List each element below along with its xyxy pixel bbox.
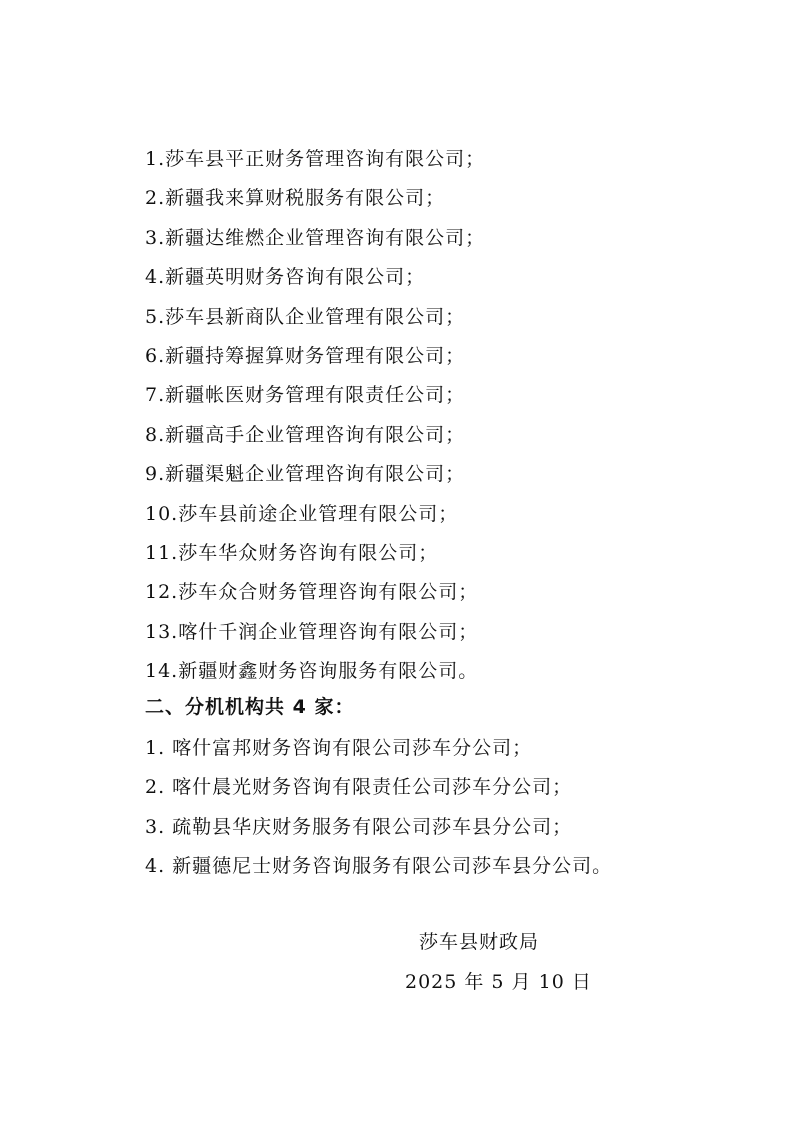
list-item: 3.新疆达维燃企业管理咨询有限公司； — [145, 226, 486, 249]
list-item: 4. 新疆德尼士财务咨询服务有限公司莎车县分公司。 — [145, 855, 613, 878]
signature-organization: 莎车县财政局 — [419, 931, 540, 953]
list-item: 4.新疆英明财务咨询有限公司； — [145, 266, 426, 289]
list-item: 1. 喀什富邦财务咨询有限公司莎车分公司； — [145, 737, 533, 759]
list-item: 1.莎车县平正财务管理咨询有限公司； — [145, 148, 486, 170]
section-heading: 二、分机机构共 4 家： — [145, 696, 355, 718]
list-item: 5.莎车县新商队企业管理有限公司； — [145, 305, 466, 328]
list-item: 2. 喀什晨光财务咨询有限责任公司莎车分公司； — [145, 776, 573, 799]
signature-date: 2025 年 5 月 10 日 — [405, 971, 592, 993]
branch-list — [145, 729, 612, 887]
list-item: 10.莎车县前途企业管理有限公司； — [145, 502, 459, 525]
list-item: 7.新疆帐医财务管理有限责任公司； — [145, 384, 466, 407]
list-item: 8.新疆高手企业管理咨询有限公司； — [145, 423, 466, 446]
agency-list — [145, 140, 485, 691]
list-item: 14.新疆财鑫财务咨询服务有限公司。 — [145, 660, 479, 683]
list-item: 9.新疆渠魁企业管理咨询有限公司； — [145, 463, 466, 486]
list-item: 12.莎车众合财务管理咨询有限公司； — [145, 581, 479, 604]
list-item: 6.新疆持筹握算财务管理有限公司； — [145, 344, 466, 367]
list-item: 11.莎车华众财务咨询有限公司； — [145, 541, 439, 564]
list-item: 3. 疏勒县华庆财务服务有限公司莎车县分公司； — [145, 815, 573, 838]
list-item: 2.新疆我来算财税服务有限公司； — [145, 187, 446, 210]
list-item: 13.喀什千润企业管理咨询有限公司； — [145, 620, 479, 643]
